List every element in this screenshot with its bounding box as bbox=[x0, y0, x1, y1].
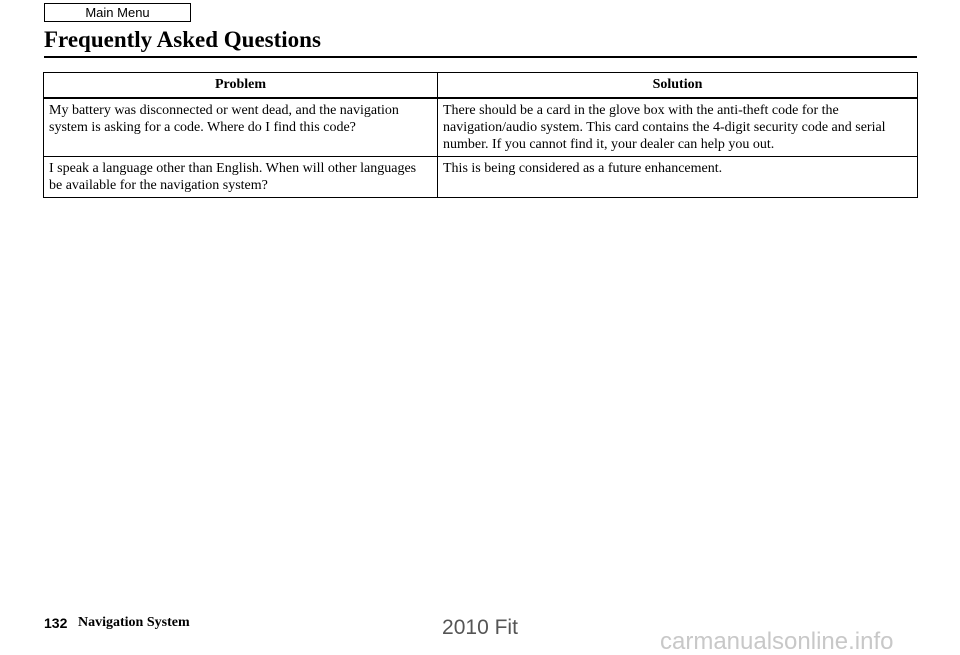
table-row bbox=[44, 98, 918, 157]
solution-cell: There should be a card in the glove box with the anti-theft code for the navigation/audio system. This card contains the 4-digit security code and serial number. If you cannot find it, your dealer can help you out. bbox=[438, 98, 918, 157]
page-title: Frequently Asked Questions bbox=[44, 27, 321, 52]
model-watermark: 2010 Fit bbox=[442, 616, 518, 639]
column-header-solution: Solution bbox=[438, 73, 918, 99]
table-header-row bbox=[44, 73, 918, 99]
main-menu-button[interactable]: Main Menu bbox=[44, 3, 191, 22]
solution-cell: This is being considered as a future enhancement. bbox=[438, 157, 918, 198]
title-rule bbox=[44, 56, 917, 58]
site-watermark[interactable]: carmanualsonline.info bbox=[660, 628, 894, 655]
page-number: 132 bbox=[44, 615, 68, 631]
table-row bbox=[44, 157, 918, 198]
faq-table bbox=[43, 72, 918, 198]
problem-cell: I speak a language other than English. When will other languages be available for the navigation system? bbox=[44, 157, 438, 198]
column-header-problem: Problem bbox=[44, 73, 438, 99]
problem-cell: My battery was disconnected or went dead, and the navigation system is asking for a code. Where do I find this code? bbox=[44, 98, 438, 157]
footer-section-title: Navigation System bbox=[78, 615, 190, 630]
